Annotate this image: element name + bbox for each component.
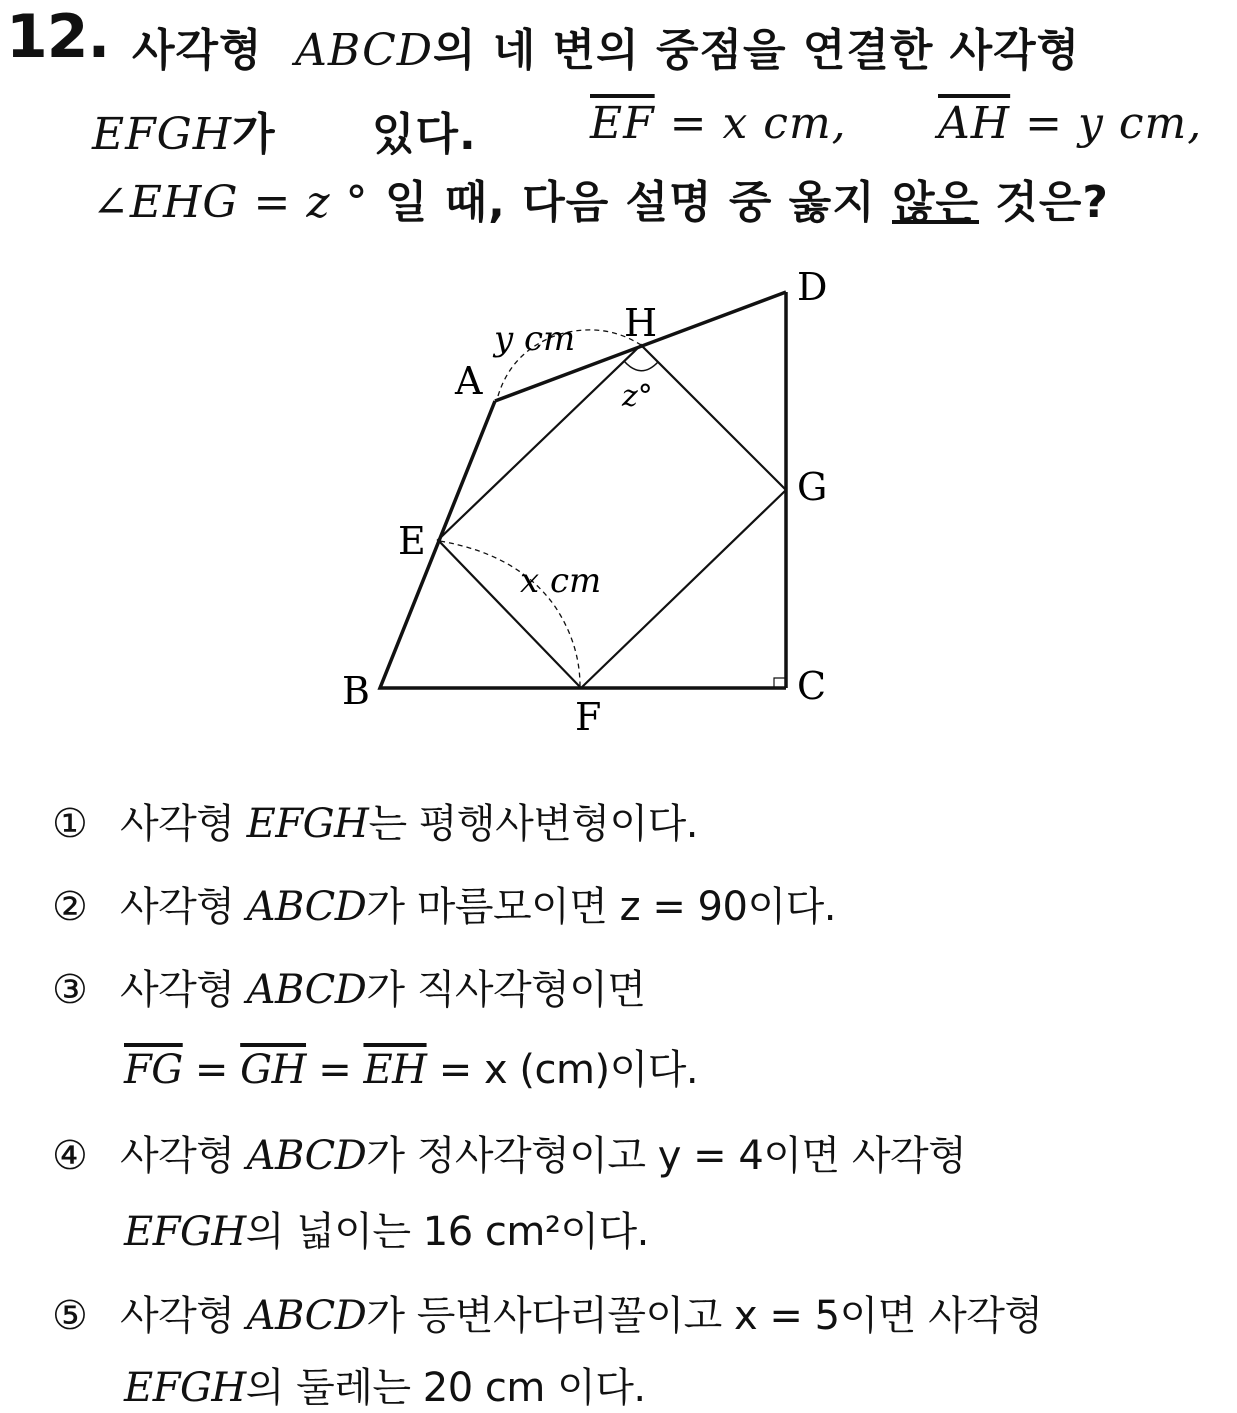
label-h: H (624, 301, 658, 345)
q3-text-a: 일 때, 다음 설명 중 옳지 (368, 177, 892, 228)
label-c: C (797, 664, 827, 708)
inner-efgh (438, 345, 786, 688)
q1-text-a: 사각형 (132, 25, 263, 76)
option-4-cont-math: EFGH (124, 1209, 246, 1255)
q2-text-b: 있다. (372, 109, 477, 160)
option-2-math: ABCD (246, 884, 367, 930)
q3-text-b: 것은? (979, 177, 1109, 228)
option-5-marker: ⑤ (52, 1293, 88, 1339)
option-5-pre: 사각형 (120, 1293, 247, 1339)
option-2[interactable] (52, 875, 836, 932)
option-4-pre: 사각형 (120, 1133, 247, 1179)
option-5[interactable] (52, 1284, 1043, 1341)
option-5-tail: 의 둘레는 20 cm 이다. (245, 1365, 646, 1411)
label-x-cm: x cm (520, 561, 602, 601)
option-1[interactable] (52, 792, 698, 849)
option-3-gh: $\overline{GH}$ (240, 1047, 307, 1093)
option-1-marker: ① (52, 801, 88, 847)
q2-ah: $\overline{AH}$ (938, 98, 1011, 149)
option-3-marker: ③ (52, 967, 88, 1013)
angle-arc-h (624, 361, 658, 371)
option-2-pre: 사각형 (120, 884, 247, 930)
option-1-pre: 사각형 (120, 801, 247, 847)
option-4[interactable] (52, 1124, 966, 1181)
label-z-angle: z° (622, 379, 653, 414)
option-5-continuation (124, 1356, 646, 1413)
option-3-eh: $\overline{EH}$ (363, 1047, 427, 1093)
label-e: E (398, 519, 426, 563)
option-3[interactable] (52, 958, 646, 1015)
q2-efgh: EFGH (92, 109, 233, 160)
option-3-math: ABCD (246, 967, 367, 1013)
option-4-math: ABCD (246, 1133, 367, 1179)
option-4-continuation (124, 1200, 649, 1257)
q2-ef: $\overline{EF}$ (590, 98, 655, 149)
option-3-fg: $\overline{FG}$ (124, 1047, 183, 1093)
option-4-post: 가 정사각형이고 y = 4이면 사각형 (366, 1133, 967, 1179)
option-1-math: EFGH (246, 801, 369, 847)
option-4-marker: ④ (52, 1133, 88, 1179)
label-b: B (342, 669, 370, 713)
option-3-continuation: $\overline{FG} = \overline{GH} = \overline{EH} = x$ (cm)이다. (124, 1047, 699, 1093)
option-5-cont-math: EFGH (124, 1365, 246, 1411)
option-2-post: 가 마름모이면 z = 90이다. (366, 884, 836, 930)
question-number: 12. (6, 2, 110, 72)
label-g: G (797, 465, 828, 509)
option-2-marker: ② (52, 884, 88, 930)
q1-abcd: ABCD (295, 25, 434, 76)
option-4-tail: 의 넓이는 16 cm²이다. (245, 1209, 649, 1255)
option-5-math: ABCD (246, 1293, 367, 1339)
label-f: F (575, 695, 602, 739)
option-3-pre: 사각형 (120, 967, 247, 1013)
label-a: A (455, 359, 483, 403)
option-3-post: 가 직사각형이면 (366, 967, 646, 1013)
label-y-cm: y cm (494, 319, 576, 359)
q3-angle: ∠EHG = z ° (92, 177, 369, 228)
option-1-post: 는 평행사변형이다. (368, 801, 698, 847)
option-5-post: 가 등변사다리꼴이고 x = 5이면 사각형 (366, 1293, 1043, 1339)
q2-eq2: = y cm, (1010, 98, 1203, 149)
option-3-tail: = x (cm)이다. (426, 1047, 699, 1093)
q2-eq1: = x cm, (654, 98, 847, 149)
q1-text-b: 의 네 변의 중점을 연결한 사각형 (433, 25, 1081, 76)
q3-underlined: 않은 (892, 177, 980, 228)
label-d: D (797, 265, 828, 309)
q2-text-a: 가 (232, 109, 276, 160)
